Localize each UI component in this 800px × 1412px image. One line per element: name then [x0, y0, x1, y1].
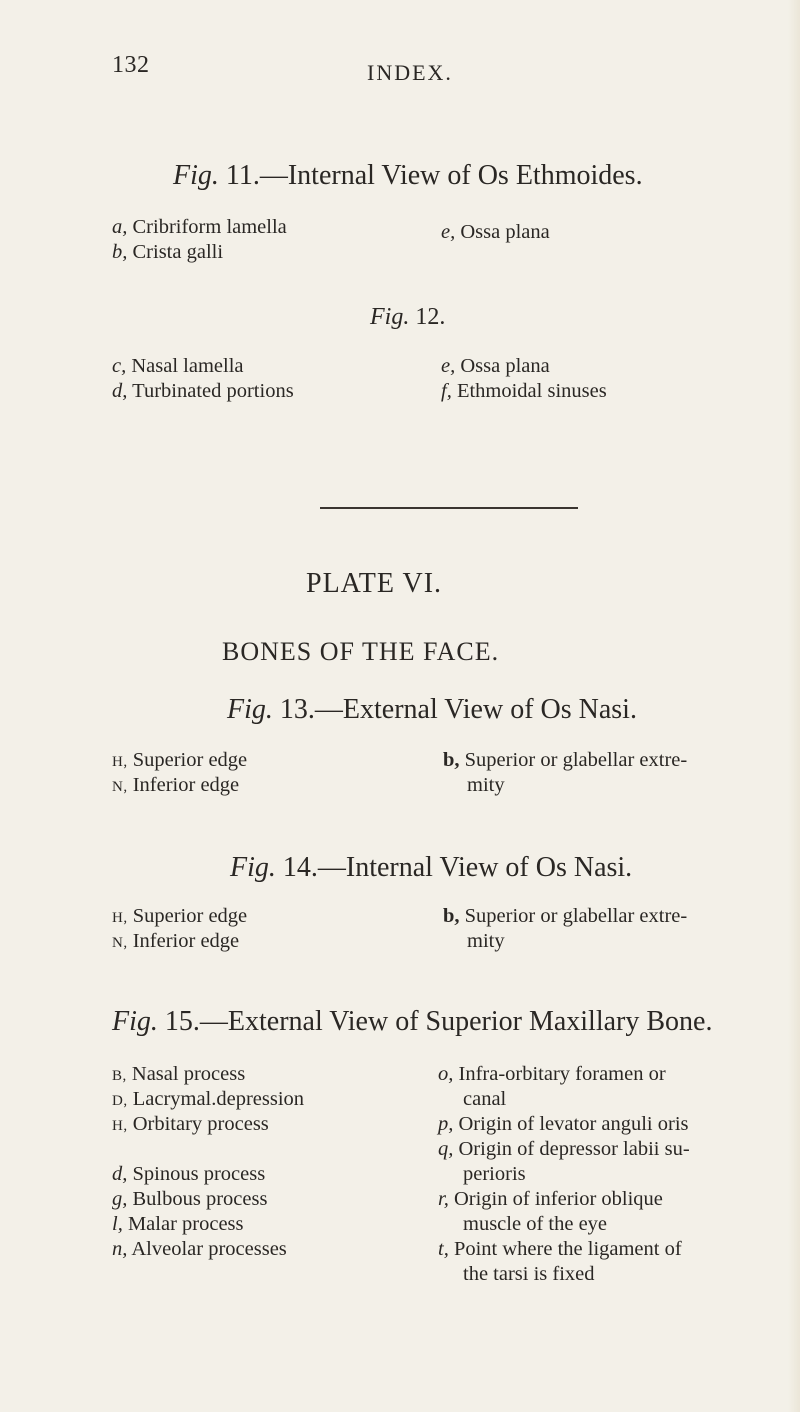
legend-key: t,: [438, 1238, 449, 1260]
running-title: INDEX.: [367, 60, 453, 85]
legend-item: [112, 354, 244, 379]
legend-item: [112, 1237, 287, 1262]
legend-text: Origin of inferior oblique: [453, 1188, 663, 1210]
legend-text: Ethmoidal sinuses: [456, 380, 607, 402]
legend-text: Nasal lamella: [131, 355, 244, 377]
legend-key: D,: [112, 1093, 128, 1109]
legend-item-continued: perioris: [463, 1163, 526, 1185]
legend-text: Cribriform lamella: [132, 216, 287, 238]
legend-item-continued: muscle of the eye: [463, 1213, 608, 1235]
legend-item: [112, 240, 223, 265]
fig-12-title-text: 12.: [409, 304, 446, 330]
legend-item: [443, 904, 687, 929]
legend-key: n,: [112, 1238, 128, 1260]
legend-item: [441, 379, 607, 404]
legend-key: H,: [112, 754, 128, 770]
legend-text: Ossa plana: [460, 221, 550, 243]
fig-15-title: [112, 1006, 712, 1038]
legend-item: [112, 215, 287, 240]
legend-text: Crista galli: [132, 241, 224, 263]
legend-item: [112, 1162, 265, 1187]
legend-item: [438, 1112, 689, 1137]
legend-item-continued: the tarsi is fixed: [463, 1263, 595, 1285]
plate-title: PLATE VI.: [306, 568, 443, 599]
page-edge-shadow: [788, 0, 800, 1412]
legend-key: H,: [112, 910, 128, 926]
legend-key: e,: [441, 221, 456, 243]
legend-text: Infra-orbitary foramen or: [458, 1063, 666, 1085]
legend-key: d,: [112, 1163, 128, 1185]
page-number: 132: [112, 52, 150, 78]
fig-15-title-text: 15.—External View of Superior Maxillary Bone.: [157, 1006, 713, 1037]
legend-text: Superior or glabellar extre-: [464, 749, 688, 771]
legend-key: b,: [443, 749, 460, 771]
legend-text: Inferior edge: [132, 774, 240, 796]
legend-item-continued: mity: [467, 930, 505, 952]
fig-14-title-text: 14.—Internal View of Os Nasi.: [275, 852, 633, 883]
fig-label: Fig.: [230, 852, 276, 883]
fig-label: Fig.: [112, 1006, 158, 1037]
fig-label: Fig.: [370, 304, 410, 330]
fig-13-title: [227, 694, 637, 726]
legend-item: [112, 929, 239, 956]
legend-item: [112, 748, 247, 775]
legend-text: Orbitary process: [132, 1113, 269, 1135]
legend-text: Nasal process: [131, 1063, 246, 1085]
section-title: BONES OF THE FACE.: [222, 637, 500, 666]
legend-key: p,: [438, 1113, 454, 1135]
legend-key: o,: [438, 1063, 454, 1085]
fig-label: Fig.: [227, 694, 273, 725]
legend-key: B,: [112, 1068, 127, 1084]
fig-label: Fig.: [173, 160, 219, 191]
legend-item-continued: mity: [467, 774, 505, 796]
section-divider: [320, 507, 578, 509]
legend-text: Ossa plana: [460, 355, 550, 377]
legend-item: [112, 379, 294, 404]
fig-12-title: [370, 304, 445, 331]
legend-key: b,: [112, 241, 128, 263]
legend-item: [112, 904, 247, 931]
legend-item: [112, 773, 239, 800]
legend-item: [438, 1237, 682, 1262]
legend-text: Bulbous process: [132, 1188, 268, 1210]
legend-item: [443, 748, 687, 773]
legend-item: [438, 1062, 666, 1087]
legend-key: e,: [441, 355, 456, 377]
legend-text: Lacrymal.depression: [132, 1088, 305, 1110]
legend-item: [441, 354, 550, 379]
legend-item: [438, 1187, 663, 1212]
legend-key: q,: [438, 1138, 454, 1160]
legend-text: Superior edge: [132, 749, 248, 771]
fig-11-title: [173, 160, 643, 192]
legend-text: Turbinated portions: [132, 380, 294, 402]
legend-item: [112, 1187, 267, 1212]
fig-14-title: [230, 852, 632, 884]
legend-item: [112, 1112, 269, 1139]
legend-text: Inferior edge: [132, 930, 240, 952]
legend-key: a,: [112, 216, 128, 238]
legend-text: Origin of depressor labii su-: [458, 1138, 690, 1160]
legend-key: r,: [438, 1188, 449, 1210]
legend-key: l,: [112, 1213, 123, 1235]
legend-text: Point where the ligament of: [453, 1238, 682, 1260]
fig-13-title-text: 13.—External View of Os Nasi.: [272, 694, 637, 725]
legend-key: f,: [441, 380, 452, 402]
legend-key: H,: [112, 1118, 128, 1134]
legend-key: N,: [112, 779, 128, 795]
legend-item-continued: canal: [463, 1088, 507, 1110]
legend-item: [112, 1212, 244, 1237]
legend-text: Spinous process: [132, 1163, 266, 1185]
legend-text: Superior or glabellar extre-: [464, 905, 688, 927]
legend-item: [438, 1137, 690, 1162]
legend-item: [441, 220, 550, 245]
legend-text: Superior edge: [132, 905, 248, 927]
legend-key: g,: [112, 1188, 128, 1210]
legend-key: c,: [112, 355, 127, 377]
legend-key: N,: [112, 935, 128, 951]
legend-item: [112, 1062, 245, 1089]
fig-11-title-text: 11.—Internal View of Os Ethmoides.: [218, 160, 643, 191]
legend-text: Origin of levator anguli oris: [458, 1113, 689, 1135]
legend-text: Malar process: [127, 1213, 244, 1235]
legend-key: b,: [443, 905, 460, 927]
legend-key: d,: [112, 380, 128, 402]
legend-text: Alveolar processes: [131, 1238, 287, 1260]
legend-item: [112, 1087, 304, 1114]
